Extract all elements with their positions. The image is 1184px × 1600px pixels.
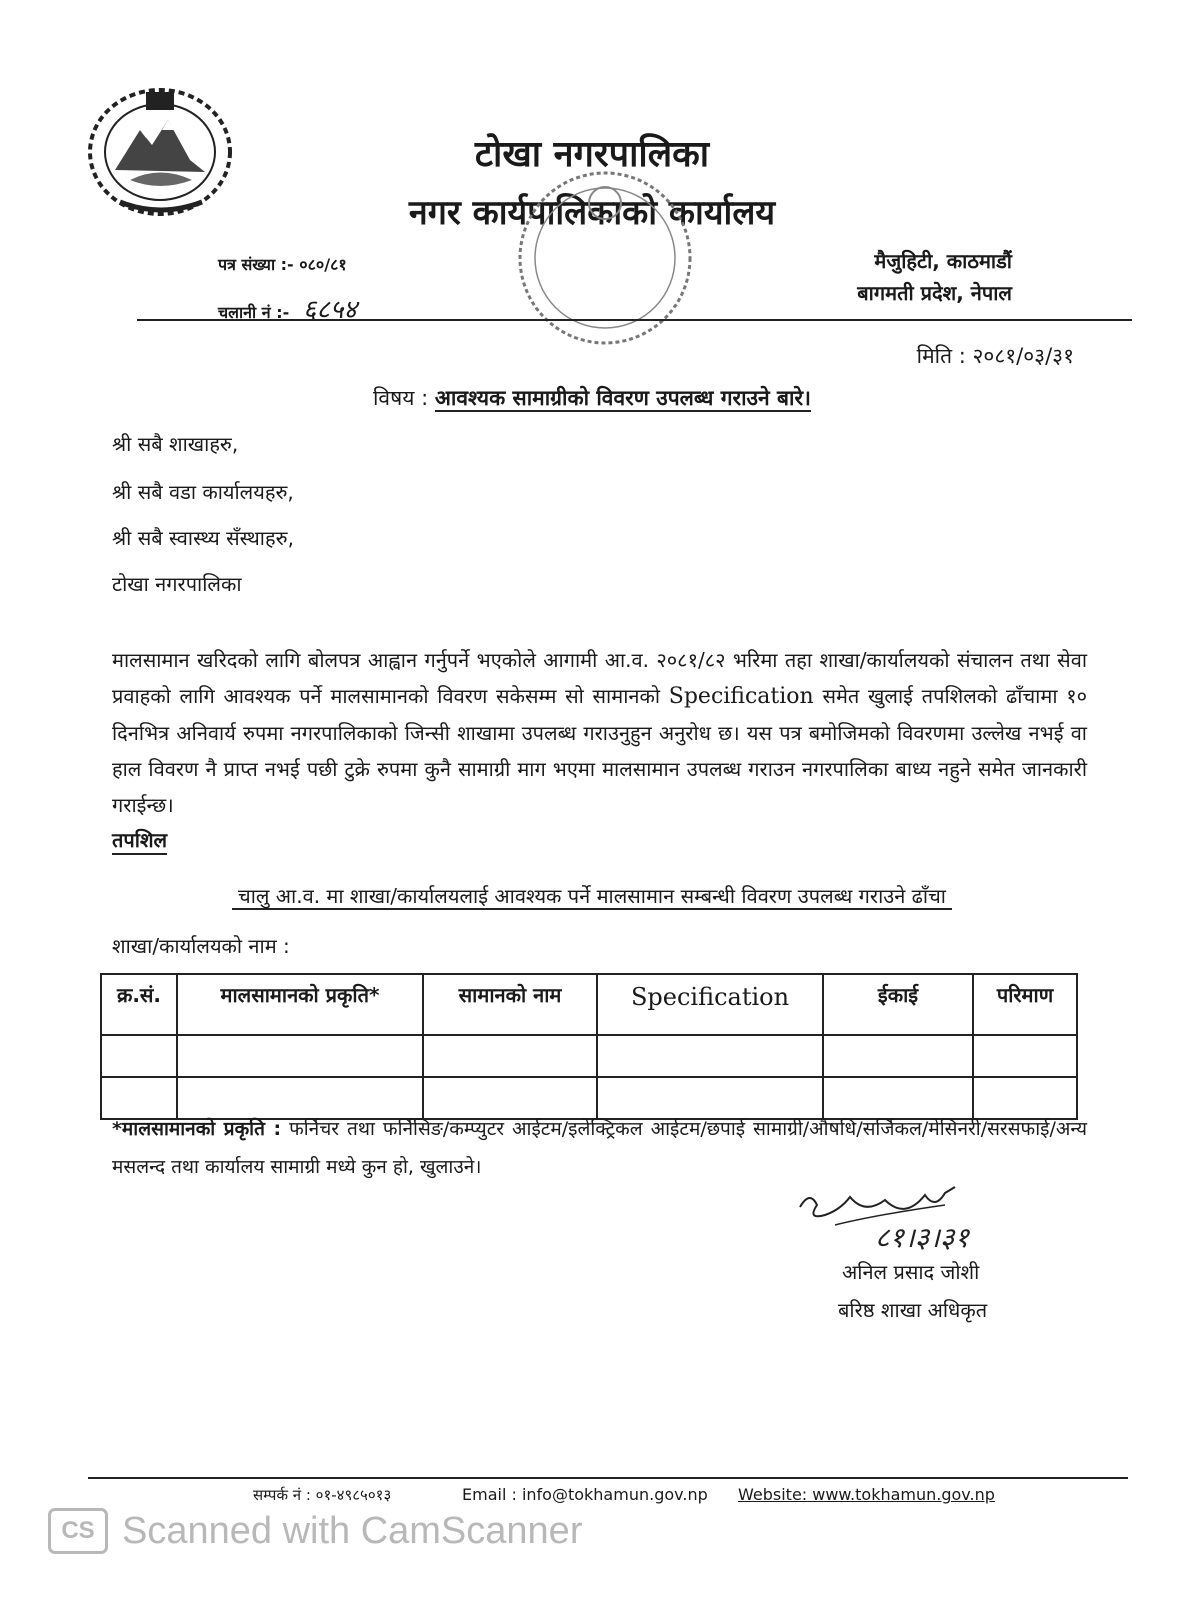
handwritten-signature <box>795 1185 1035 1260</box>
col-quantity: परिमाण <box>973 974 1077 1035</box>
col-serial: क्र.सं. <box>101 974 177 1035</box>
subject-label: विषय : <box>372 386 429 410</box>
footnote-heading: *मालसामानको प्रकृति : <box>112 1118 282 1140</box>
org-name: टोखा नगरपालिका <box>474 134 710 175</box>
footer-divider <box>88 1477 1128 1479</box>
table-header-row <box>101 974 1077 1035</box>
dispatch-label: चलानी नं :- <box>218 303 290 322</box>
col-specification: Specification <box>597 974 823 1035</box>
col-nature: मालसामानको प्रकृति* <box>177 974 423 1035</box>
footnote-text: फर्निचर तथा फर्निसिङ/कम्प्युटर आईटम/इलेक्ट्रिकल आईटम/छपाई सामाग्री/औषधि/सर्जिकल/मेसिनरी/सरसफाई/अन्य मसलन्द तथा कार्यालय सामाग्री मध्ये कुन हो, खुलाउने। <box>112 1118 1087 1178</box>
col-item-name: सामानको नाम <box>423 974 597 1035</box>
header-divider <box>137 319 1132 321</box>
table-row <box>101 1035 1077 1077</box>
signature-date: ८१।३।३१ <box>875 1221 970 1254</box>
body-paragraph <box>112 642 1087 823</box>
footer-email[interactable]: Email : info@tokhamun.gov.np <box>462 1485 708 1504</box>
address-line-2: बागमती प्रदेश, नेपाल <box>857 281 1012 305</box>
form-title-text: चालु आ.व. मा शाखा/कार्यालयलाई आवश्यक पर्ने मालसामान सम्बन्धी विवरण उपलब्ध गराउने ढाँचा <box>232 884 952 910</box>
branch-name-label: शाखा/कार्यालयको नाम : <box>112 934 290 958</box>
camscanner-watermark <box>48 1508 582 1554</box>
subject-line <box>0 384 1184 412</box>
addressee-3: श्री सबै स्वास्थ्य सँस्थाहरु, <box>112 526 294 550</box>
footnote <box>112 1110 1087 1186</box>
address-line-1: मैजुहिटी, काठमाडौं <box>874 249 1012 273</box>
items-table <box>100 973 1078 1120</box>
office-name: नगर कार्यपालिकाको कार्यालय <box>408 193 776 233</box>
form-title <box>0 882 1184 909</box>
office-stamp <box>505 158 705 358</box>
footer-phone: सम्पर्क नं : ०१-४९८५०१३ <box>253 1486 392 1504</box>
col-unit: ईकाई <box>823 974 973 1035</box>
addressee-2: श्री सबै वडा कार्यालयहरु, <box>112 480 294 504</box>
addressee-4: टोखा नगरपालिका <box>112 572 242 596</box>
camscanner-logo-icon: CS <box>48 1508 108 1554</box>
letter-date: मिति : २०८१/०३/३१ <box>916 344 1074 368</box>
subject-text: आवश्यक सामाग्रीको विवरण उपलब्ध गराउने बारे। <box>434 386 812 410</box>
addressee-1: श्री सबै शाखाहरु, <box>112 432 239 456</box>
body-part-1: मालसामान खरिदको लागि बोलपत्र आह्वान गर्नुपर्ने भएकोले आगामी आ.व. २०८१/८२ भरिमा तहा शाखा/कार्यालयको संचालन तथा सेवा प्रवाहको लागि आवश्यक पर्ने मालसामानको विवरण सकेसम्म सो सामानको <box>112 648 1087 708</box>
signatory-designation: बरिष्ठ शाखा अधिकृत <box>838 1298 988 1322</box>
dispatch-handwritten-value: ६८५४ <box>302 295 357 325</box>
footer-website-link[interactable]: Website: www.tokhamun.gov.np <box>738 1485 995 1504</box>
camscanner-text: Scanned with CamScanner <box>122 1509 583 1552</box>
body-spec-word: Specification <box>668 684 814 709</box>
signatory-name: अनिल प्रसाद जोशी <box>842 1260 980 1284</box>
body-part-2: समेत खुलाई तपशिलको ढाँचामा १० दिनभित्र अनिवार्य रुपमा नगरपालिकाको जिन्सी शाखामा उपलब्ध गराउनुहुन अनुरोध छ। यस पत्र बमोजिमको विवरणमा उल्लेख नभई वा हाल विवरण नै प्राप्त नभई पछी टुक्रे रुपमा कुनै सामाग्री माग भएमा मालसामान उपलब्ध गराउन नगरपालिका बाध्य नहुने समेत जानकारी गराईन्छ। <box>112 684 1088 817</box>
tapsil-heading: तपशिल <box>112 826 167 855</box>
reference-number: पत्र संख्या :- ०८०/८१ <box>218 255 347 274</box>
